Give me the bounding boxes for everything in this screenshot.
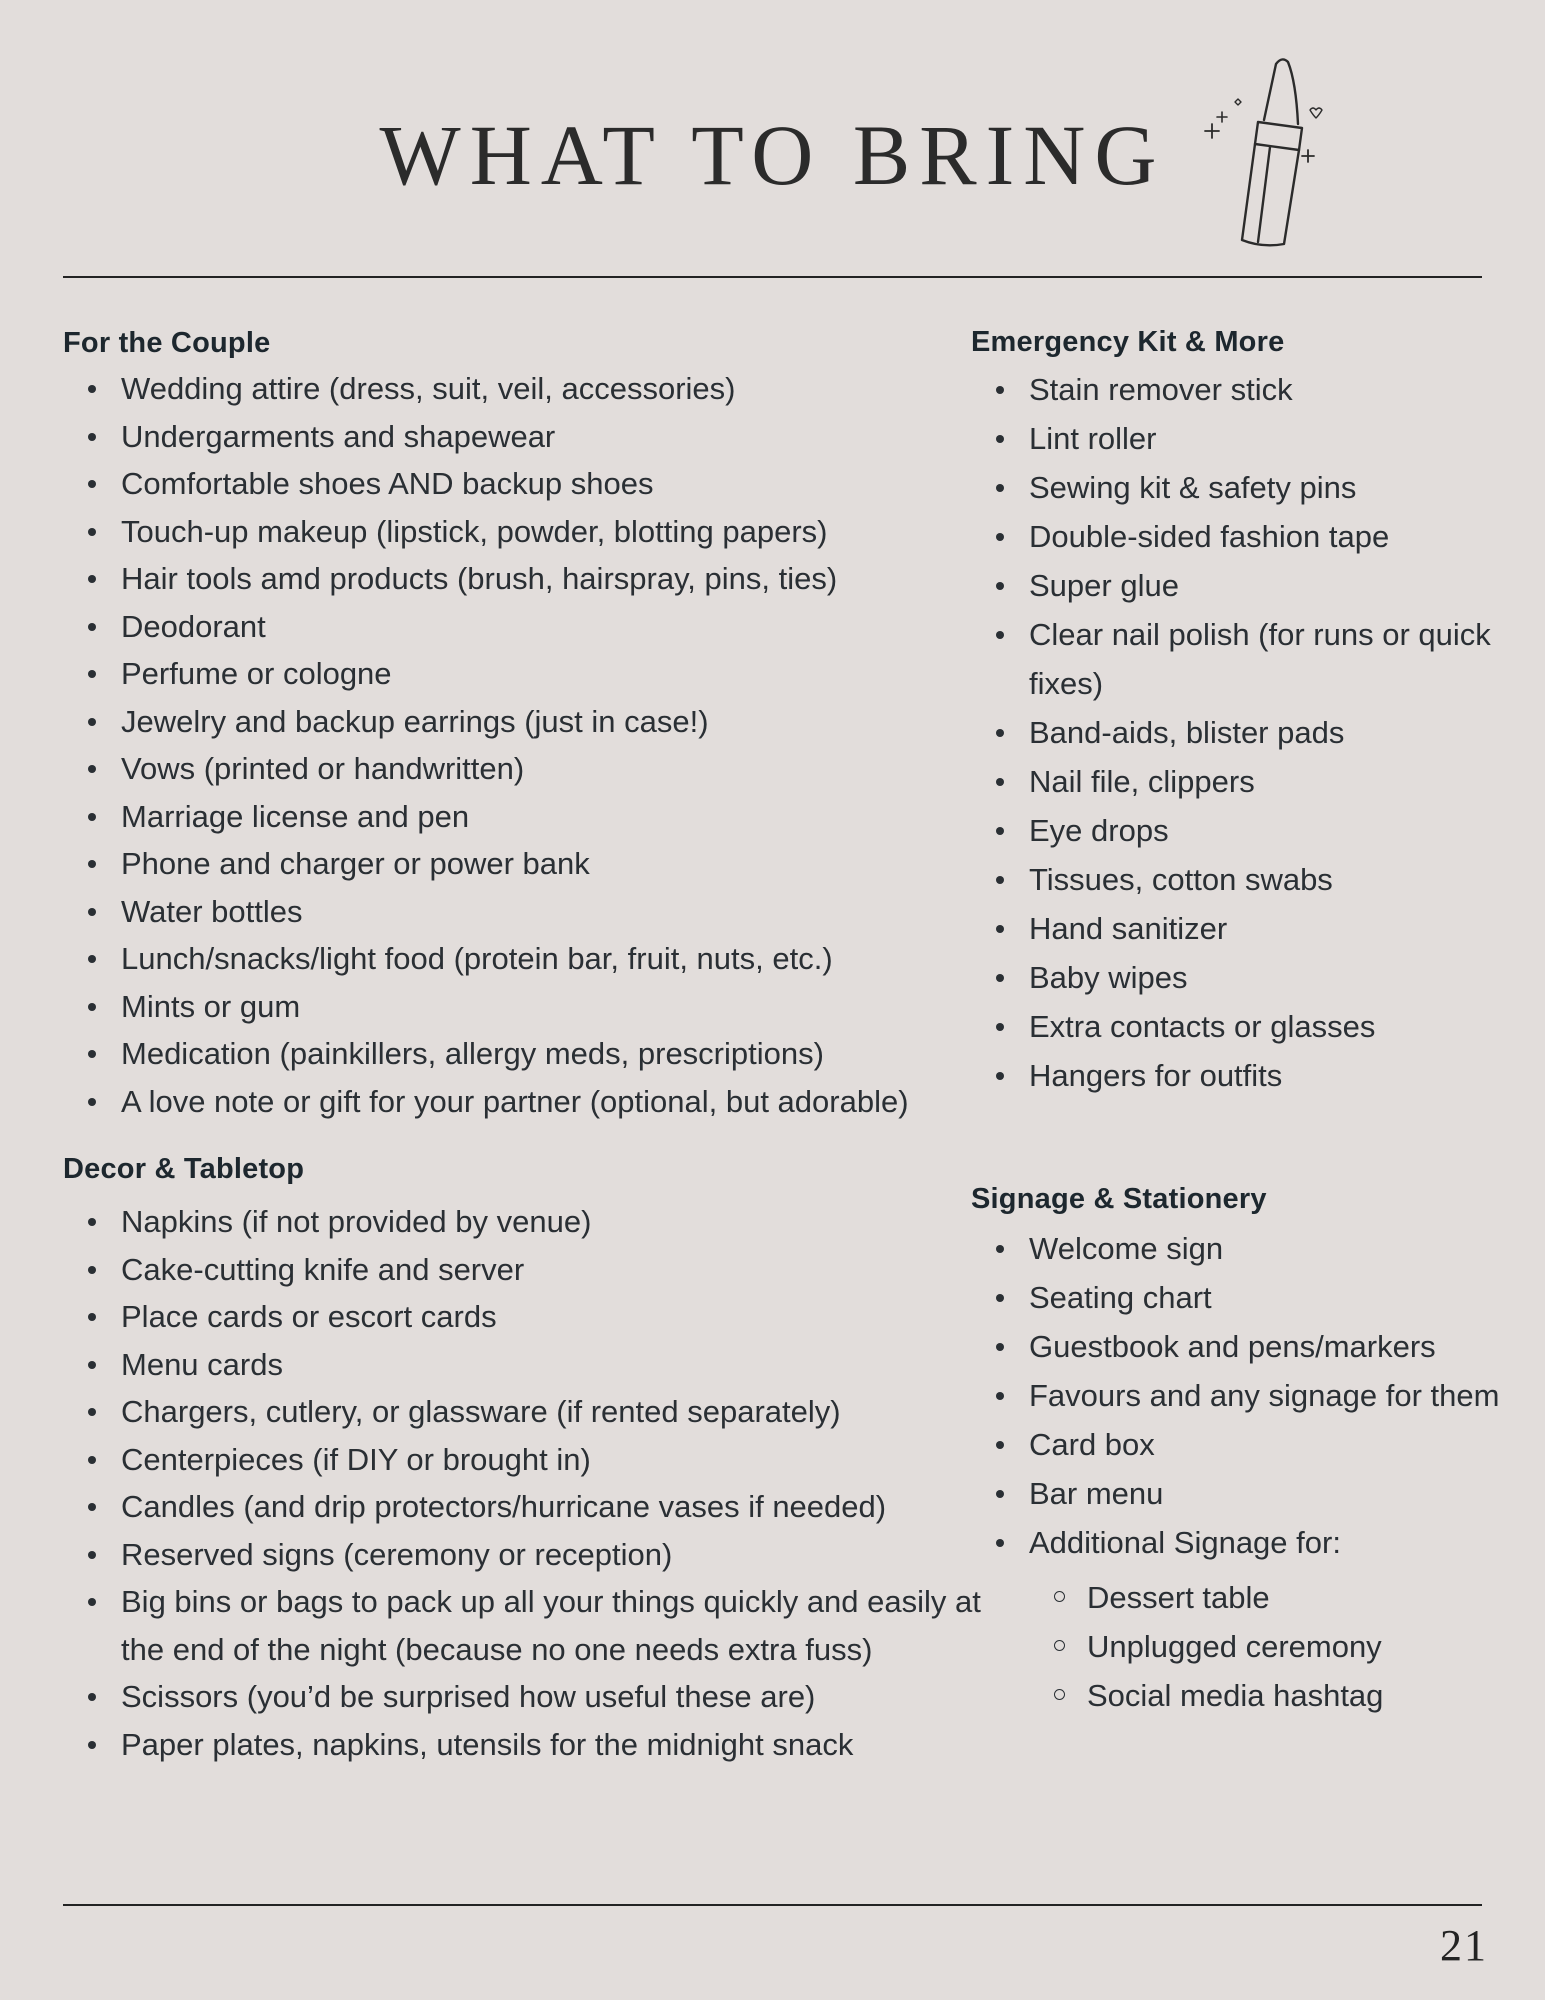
- bullet-icon: [88, 718, 96, 726]
- bullet-icon: [88, 1456, 96, 1464]
- list-item: Perfume or cologne: [63, 650, 963, 698]
- list-item: Paper plates, napkins, utensils for the midnight snack: [63, 1721, 963, 1769]
- bullet-icon: [88, 1361, 96, 1369]
- page-title: WHAT TO BRING: [379, 107, 1166, 203]
- bullet-icon: [996, 1490, 1004, 1498]
- section-heading: Signage & Stationery: [971, 1183, 1267, 1215]
- list-item: Marriage license and pen: [63, 793, 963, 841]
- bullet-icon: [88, 480, 96, 488]
- bullet-icon: [88, 1313, 96, 1321]
- list-item: Guestbook and pens/markers: [971, 1322, 1531, 1371]
- sub-list-item: Social media hashtag: [1029, 1671, 1531, 1720]
- list-item: Menu cards: [63, 1341, 963, 1389]
- list-item: Seating chart: [971, 1273, 1531, 1322]
- bullet-icon: [88, 1050, 96, 1058]
- bullet-icon: [996, 1392, 1004, 1400]
- bullet-icon: [996, 1294, 1004, 1302]
- emergency-list: [971, 365, 1531, 1100]
- signage-list: [971, 1224, 1531, 1720]
- bullet-icon: [996, 1441, 1004, 1449]
- circle-bullet-icon: [1054, 1640, 1065, 1651]
- bullet-icon: [88, 1693, 96, 1701]
- section-heading: Decor & Tabletop: [63, 1153, 305, 1185]
- bullet-icon: [88, 1551, 96, 1559]
- list-item: Chargers, cutlery, or glassware (if rented separately): [63, 1388, 963, 1436]
- header-divider: [63, 276, 1482, 278]
- bullet-icon: [996, 827, 1004, 835]
- list-item: Nail file, clippers: [971, 757, 1531, 806]
- list-item: Favours and any signage for them: [971, 1371, 1531, 1420]
- bullet-icon: [996, 778, 1004, 786]
- bullet-icon: [996, 1343, 1004, 1351]
- list-item: Phone and charger or power bank: [63, 840, 963, 888]
- bullet-icon: [88, 623, 96, 631]
- list-item: Additional Signage for: Dessert table Unplugged ceremony Social media hashtag: [971, 1518, 1531, 1720]
- bullet-icon: [88, 813, 96, 821]
- sub-list-item: Unplugged ceremony: [1029, 1622, 1531, 1671]
- bullet-icon: [88, 1741, 96, 1749]
- list-item: Card box: [971, 1420, 1531, 1469]
- list-item: Stain remover stick: [971, 365, 1531, 414]
- bullet-icon: [88, 1218, 96, 1226]
- list-item: Napkins (if not provided by venue): [63, 1198, 963, 1246]
- footer-divider: [63, 1904, 1482, 1906]
- bullet-icon: [996, 1023, 1004, 1031]
- list-item: Double-sided fashion tape: [971, 512, 1531, 561]
- bullet-icon: [88, 433, 96, 441]
- bullet-icon: [996, 533, 1004, 541]
- bullet-icon: [88, 908, 96, 916]
- bullet-icon: [996, 484, 1004, 492]
- bullet-icon: [88, 670, 96, 678]
- list-item: A love note or gift for your partner (optional, but adorable): [63, 1078, 963, 1126]
- list-item: Water bottles: [63, 888, 963, 936]
- list-item: Hangers for outfits: [971, 1051, 1531, 1100]
- list-item: Deodorant: [63, 603, 963, 651]
- bullet-icon: [88, 575, 96, 583]
- bullet-icon: [996, 974, 1004, 982]
- decor-list: [63, 1198, 981, 1768]
- list-item: Reserved signs (ceremony or reception): [63, 1531, 963, 1579]
- list-item: Tissues, cotton swabs: [971, 855, 1531, 904]
- list-item: Candles (and drip protectors/hurricane vases if needed): [63, 1483, 963, 1531]
- bullet-icon: [996, 631, 1004, 639]
- list-item: Sewing kit & safety pins: [971, 463, 1531, 512]
- circle-bullet-icon: [1054, 1591, 1065, 1602]
- list-item: Lint roller: [971, 414, 1531, 463]
- bullet-icon: [88, 385, 96, 393]
- list-item: Touch-up makeup (lipstick, powder, blotting papers): [63, 508, 963, 556]
- section-emergency-kit: [971, 323, 1531, 1100]
- section-for-the-couple: [63, 324, 963, 1125]
- bullet-icon: [996, 435, 1004, 443]
- bullet-icon: [996, 876, 1004, 884]
- list-item: Big bins or bags to pack up all your things quickly and easily at the end of the night (because no one needs extra fuss): [63, 1578, 1001, 1673]
- list-item: Comfortable shoes AND backup shoes: [63, 460, 963, 508]
- list-item: Lunch/snacks/light food (protein bar, fruit, nuts, etc.): [63, 935, 963, 983]
- list-item: Clear nail polish (for runs or quick fixes): [971, 610, 1545, 708]
- bullet-icon: [996, 1539, 1004, 1547]
- list-item: Extra contacts or glasses: [971, 1002, 1531, 1051]
- couple-list: [63, 365, 963, 1125]
- bullet-icon: [88, 528, 96, 536]
- bullet-icon: [996, 925, 1004, 933]
- signage-sublist: [1029, 1573, 1531, 1720]
- list-item: Super glue: [971, 561, 1531, 610]
- bullet-icon: [996, 582, 1004, 590]
- list-item: Undergarments and shapewear: [63, 413, 963, 461]
- list-item: Wedding attire (dress, suit, veil, accessories): [63, 365, 963, 413]
- sub-list-item: Dessert table: [1029, 1573, 1531, 1622]
- bullet-icon: [88, 1266, 96, 1274]
- list-item: Vows (printed or handwritten): [63, 745, 963, 793]
- list-item: Bar menu: [971, 1469, 1531, 1518]
- list-item: Centerpieces (if DIY or brought in): [63, 1436, 963, 1484]
- bullet-icon: [88, 1598, 96, 1606]
- section-heading: Emergency Kit & More: [971, 326, 1285, 358]
- list-item: Cake-cutting knife and server: [63, 1246, 963, 1294]
- list-item: Jewelry and backup earrings (just in case!): [63, 698, 963, 746]
- circle-bullet-icon: [1054, 1689, 1065, 1700]
- bullet-icon: [88, 765, 96, 773]
- bullet-icon: [996, 1072, 1004, 1080]
- bullet-icon: [88, 1003, 96, 1011]
- bullet-icon: [88, 860, 96, 868]
- bullet-icon: [88, 1408, 96, 1416]
- bullet-icon: [996, 386, 1004, 394]
- bullet-icon: [88, 1503, 96, 1511]
- page-number: 21: [1440, 1921, 1488, 1970]
- section-decor-tabletop: [63, 1150, 981, 1768]
- list-item: Hair tools amd products (brush, hairspray, pins, ties): [63, 555, 963, 603]
- list-item: Eye drops: [971, 806, 1531, 855]
- list-item: Band-aids, blister pads: [971, 708, 1531, 757]
- bullet-icon: [88, 955, 96, 963]
- list-item: Medication (painkillers, allergy meds, prescriptions): [63, 1030, 963, 1078]
- list-item: Scissors (you’d be surprised how useful these are): [63, 1673, 963, 1721]
- section-signage-stationery: [971, 1180, 1531, 1720]
- list-item: Baby wipes: [971, 953, 1531, 1002]
- section-heading: For the Couple: [63, 327, 271, 359]
- list-item: Hand sanitizer: [971, 904, 1531, 953]
- bullet-icon: [996, 729, 1004, 737]
- bullet-icon: [88, 1098, 96, 1106]
- bullet-icon: [996, 1245, 1004, 1253]
- lipstick-icon: [1192, 52, 1337, 257]
- list-item: Welcome sign: [971, 1224, 1531, 1273]
- list-item: Mints or gum: [63, 983, 963, 1031]
- list-item: Place cards or escort cards: [63, 1293, 963, 1341]
